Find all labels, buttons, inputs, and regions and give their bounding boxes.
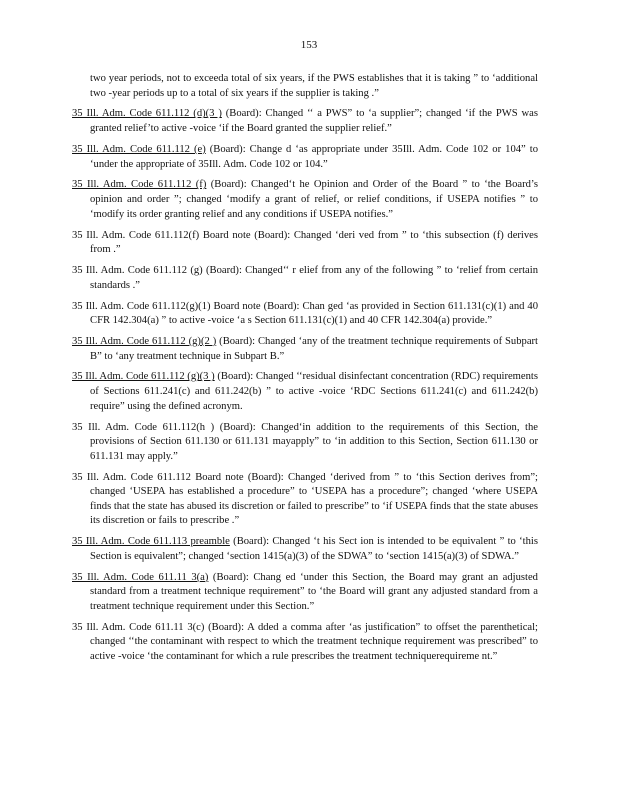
entry-text: (Board): Changed‘t he Opinion and Order of the Board ” to ‘the Board’s opinion and order ”; changed ‘modify a grant of relief, or relief conditions, if USEPA notifies ” to ‘modify its order granting relief and any conditions if USEPA notifies.” (90, 179, 538, 220)
entry-text: Board note (Board): Chan ged ‘as provided in Section 611.131(c)(1) and 40 CFR 142.304(a) ” to active -voice ‘a s Section 611.131(c)(1) and 40 CFR 142.304(a) provide.” (90, 300, 538, 327)
amendment-entry (72, 229, 538, 258)
entry-text: (Board): Change d ‘as appropriate under 35Ill. Adm. Code 102 or 104” to ‘under the appropriate of 35Ill. Adm. Code 102 or 104.” (90, 143, 538, 170)
citation: 35 Ill. Adm. Code 611.112 (f) (72, 179, 207, 191)
amendment-entry (72, 335, 538, 364)
citation: 35 Ill. Adm. Code 611.112 (72, 471, 191, 483)
citation: 35 Ill. Adm. Code 611.112(h ) (72, 421, 215, 433)
entry-list (72, 72, 538, 671)
entry-text: (Board): A dded a comma after ‘as justification” to offset the parenthetical; changed ‘‘the contaminant with respect to which the treatment technique requirement was prescribed” to active -voice ‘the contaminant for which a rule prescribes the treatment techniquerequireme nt.” (90, 621, 538, 663)
amendment-entry (72, 571, 538, 615)
citation: 35 Ill. Adm. Code 611.113 preamble (72, 536, 230, 548)
entry-text: Board note (Board): Changed ‘deri ved from ” to ‘this subsection (f) derives from .” (90, 229, 539, 256)
citation: 35 Ill. Adm. Code 611.112(f) (72, 229, 200, 241)
citation: 35 Ill. Adm. Code 611.112 (g)(3 ) (72, 371, 215, 383)
amendment-entry (72, 421, 538, 465)
amendment-entry (72, 535, 538, 564)
amendment-entry (72, 178, 538, 222)
entry-text: (Board): Changed ‘‘ a PWS” to ‘a supplier”; changed ‘if the PWS was granted relief’to active -voice ‘if the Board granted the supplier relief.” (90, 108, 538, 135)
amendment-entry (72, 107, 538, 136)
amendment-entry (72, 143, 538, 172)
continued-paragraph (72, 72, 538, 101)
citation: 35 Ill. Adm. Code 611.112 (g) (72, 265, 203, 277)
amendment-entry (72, 300, 538, 329)
citation: 35 Ill. Adm. Code 611.11 3(c) (72, 621, 205, 633)
amendment-entry (72, 621, 538, 665)
entry-text: (Board): Changed ‘any of the treatment technique requirements of Subpart B” to ‘any treatment technique in Subpart B.” (90, 335, 538, 362)
entry-text: two year periods, not to exceeda total of six years, if the PWS establishes that it is taking ” to ‘additional two -year periods up to a total of six years if the supplier is taking .” (90, 73, 538, 99)
entry-text: (Board): Changed‘‘ r elief from any of the following ” to ‘relief from certain standards .” (90, 265, 538, 291)
entry-text: Board note (Board): Changed ‘derived from ” to ‘this Section derives from”; changed ‘USEPA has established a procedure” to ‘USEPA has a procedure”; changed ‘where USEPA finds that the state has abused its discretion or failed to prescribe” to ‘if USEPA finds that the state abuses its discretion or fails to prescribe .” (90, 471, 538, 527)
citation: 35 Ill. Adm. Code 611.11 3(a) (72, 571, 209, 583)
page-number: 153 (300, 39, 318, 51)
entry-text: (Board): Changed‘in addition to the requirements of this Section, the provisions of Section 611.130 or 611.131 mayapply” to ‘in addition to this Section, Section 611.130 or 611.131 may apply.” (90, 421, 538, 462)
citation: 35 Ill. Adm. Code 611.112 (d)(3 ) (72, 108, 222, 120)
amendment-entry (72, 264, 538, 293)
entry-text: (Board): Changed ‘t his Sect ion is intended to be equivalent ” to ‘this Section is equivalent”; changed ‘section 1415(a)(3) of the SDWA” to ‘section 1415(a)(3) of SDWA.” (90, 536, 538, 562)
entry-text: (Board): Changed ‘‘residual disinfectant concentration (RDC) requirements of Sections 611.241(c) and 611.242(b) ” to active -voice ‘RDC Sections 611.241(c) and 611.242(b) require” using the defined acronym. (90, 371, 538, 412)
citation: 35 Ill. Adm. Code 611.112 (g)(2 ) (72, 335, 217, 347)
amendment-entry (72, 471, 538, 529)
amendment-entry (72, 370, 538, 414)
entry-text: (Board): Chang ed ‘under this Section, the Board may grant an adjusted standard from a treatment technique requirement” to ‘the Board will grant any adjusted standard from a treatment technique requirement under this Section.” (90, 571, 538, 612)
citation: 35 Ill. Adm. Code 611.112 (e) (72, 143, 206, 155)
citation: 35 Ill. Adm. Code 611.112(g)(1) (72, 300, 211, 312)
